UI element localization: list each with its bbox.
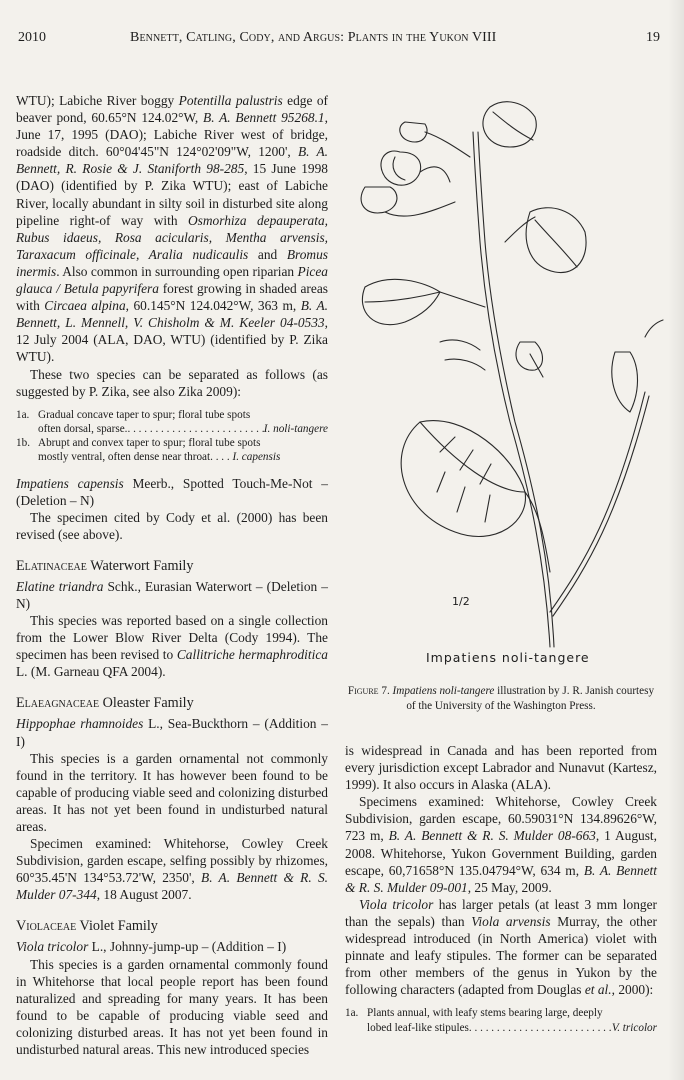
key-couplet-viola-1a: 1a. Plants annual, with leafy stems bearing large, deeply lobed leaf-like stipules . . . V. tricolor [345,1006,657,1034]
paragraph-cody-specimen: The specimen cited by Cody et al. (2000) has been revised (see above). [16,509,328,542]
paragraph-viola-comparison: Viola tricolor has larger petals (at least 3 mm longer than the sepals) than Viola arvensis Murray, the other widespread introduced (in North America) violet with pinnate and leafy stipules. The former can be separated from other members of the genus in Yukon by the following characters (adapted from Douglas et al., 2000): [345,896,657,998]
paragraph-viola-description: This species is a garden ornamental commonly found in Whitehorse that local people report has been found naturalized and spreading for many years. It has been found to be capable of producing viable seed and colonizing disturbed areas. It has not yet been found in undisturbed natural areas. This new introduced species [16,956,328,1058]
left-column [16,92,328,1058]
header-title: Bennett, Catling, Cody, and Argus: Plants in the Yukon VIII [130,30,497,45]
paragraph-elatine: Elatine triandra Schk., Eurasian Waterwort – (Deletion – N) [16,578,328,611]
paragraph-viola: Viola tricolor L., Johnny-jump-up – (Addition – I) [16,939,287,955]
paragraph-hippophae-description: This species is a garden ornamental not commonly found in the territory. It has however been found to be capable of producing viable seed and colonizing disturbed areas. It has not yet been found in undisturbed natural areas. [16,750,328,834]
figure-scale-label: 1/2 [452,595,470,608]
figure-caption: Figure 7. Impatiens noli-tangere illustration by J. R. Janish courtesy of the University of the Washington Press. [347,685,655,712]
figure-plant-name: Impatiens noli-tangere [426,650,590,665]
header-year: 2010 [18,30,46,45]
running-head [18,28,660,48]
paragraph-viola-distribution: is widespread in Canada and has been reported from every jurisdiction except Labrador and Nunavut (Kartesz, 1999). It also occurs in Alaska (ALA). [345,743,657,793]
paragraph-elatine-report: This species was reported based on a single collection from the Lower Blow River Delta (Cody 1994). The specimen has been revised to Callitriche hermaphroditica L. (M. Garneau QFA 2004). [16,613,328,680]
page-edge-shadow [668,0,684,1080]
section-heading-elaeagnaceae: Elaeagnaceae Oleaster Family [16,695,194,712]
key-couplet-1b: 1b. Abrupt and convex taper to spur; floral tube spots mostly ventral, often dense near throat. . . . I. capensis [16,437,281,464]
key-couplet-1a: 1a. Gradual concave taper to spur; floral tube spots often dorsal, sparse. . . . I. noli-tangere [16,408,328,436]
identification-key-viola [345,1006,657,1034]
impatiens-illustration [345,92,665,672]
page-number: 19 [646,30,660,45]
paragraph-hippophae-specimen: Specimen examined: Whitehorse, Cowley Creek Subdivision, garden escape, selfing possibly by rhizomes, 60°35.45'N 134°53.72'W, 2350', B. A. Bennett & R. S. Mulder 07-344, 18 August 2007. [16,836,329,903]
paragraph-specimens-continued: WTU); Labiche River boggy Potentilla palustris edge of beaver pond, 60.65°N 124.02°W, B. A. Bennett 95268.1, June 17, 1995 (DAO); Labiche River west of bridge, roadside ditch. 60°04'45"N 124°02'09"W, 1200', B. A. Bennett, R. Rosie & J. Staniforth 98-285, 15 June 1998 (DAO) (identified by P. Zika WTU); east of Labiche River, locally abundant in silty soil in disturbed site along pipeline right-of way with Osmorhiza depauperata, Rubus idaeus, Rosa acicularis, Mentha arvensis, Taraxacum officinale, Aralia nudicaulis and Bromus inermis. Also common in surrounding open riparian Picea glauca / Betula papyrifera forest growing in shaded areas with Circaea alpina, 60.145°N 124.042°W, 363 m, B. A. Bennett, L. Mennell, V. Chisholm & M. Keeler 04-0533, 12 July 2004 (ALA, DAO, WTU) (identified by P. Zika WTU). [16,93,329,365]
paragraph-viola-specimens: Specimens examined: Whitehorse, Cowley Creek Subdivision, garden escape, 60.59031°N 134.89626°W, 723 m, B. A. Bennett & R. S. Mulder 08-663, 1 August, 2008. Whitehorse, Yukon Government Building, garden escape, 60,71658°N 135.04794°W, 634 m, B. A. Bennett & R. S. Mulder 09-001, 25 May, 2009. [345,794,657,895]
paragraph-impatiens-capensis: Impatiens capensis Meerb., Spotted Touch-Me-Not – (Deletion – N) [16,475,328,508]
paragraph-hippophae: Hippophae rhamnoides L., Sea-Buckthorn – (Addition – I) [16,716,328,749]
identification-key-impatiens [16,408,328,465]
section-heading-violaceae: Violaceae Violet Family [16,918,158,935]
paragraph-separation: These two species can be separated as follows (as suggested by P. Zika, see also Zika 2009): [16,366,328,399]
right-column [345,742,657,1043]
section-heading-elatinaceae: Elatinaceae Waterwort Family [16,557,194,574]
